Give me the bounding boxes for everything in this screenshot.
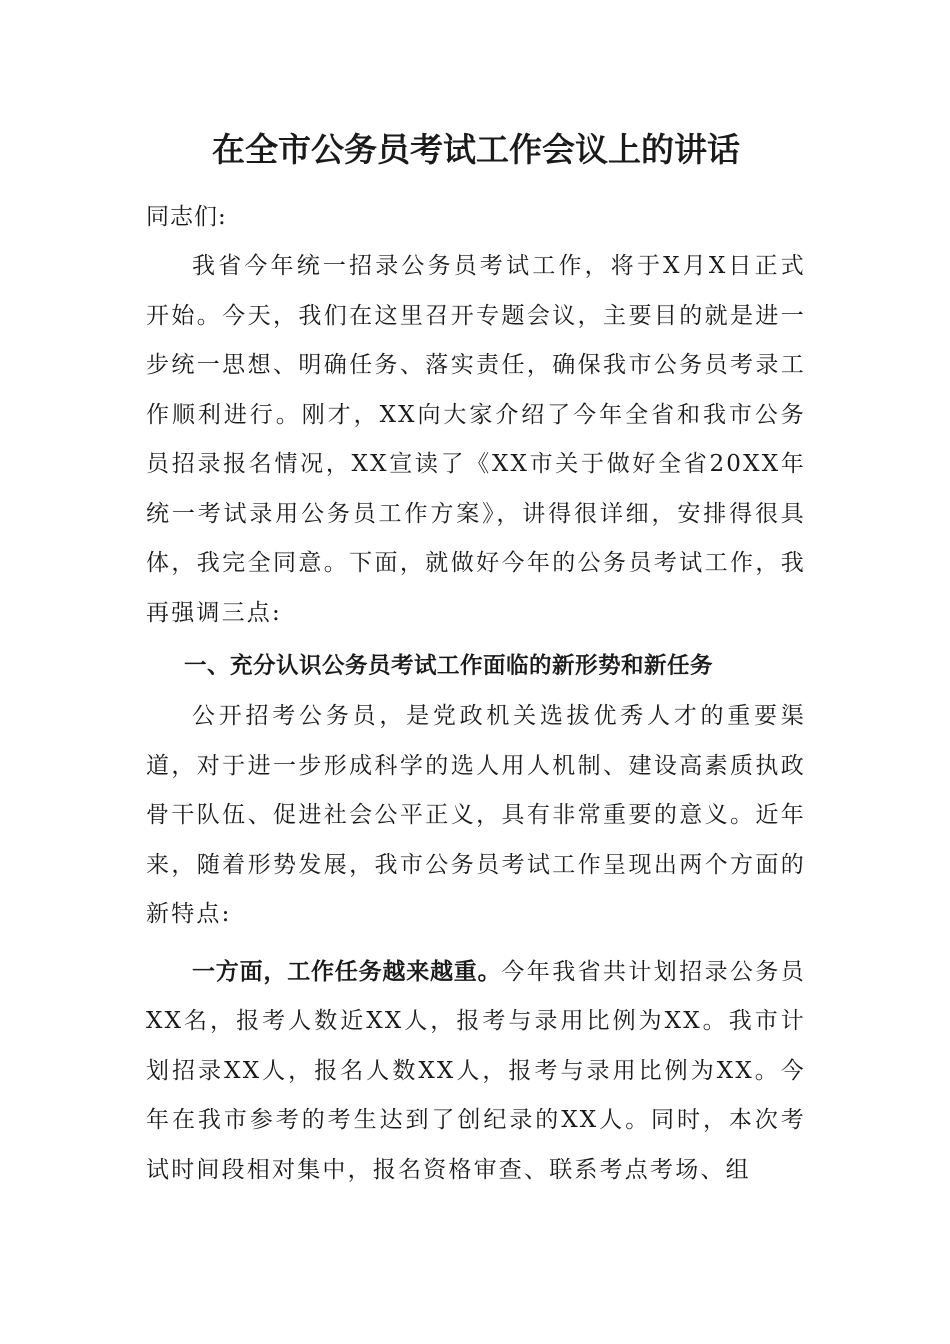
paragraph-workload — [146, 948, 806, 1196]
paragraph-intro: 我省今年统一招录公务员考试工作，将于X月X日正式开始。今天，我们在这里召开专题会议，主要目的就是进一步统一思想、明确任务、落实责任，确保我市公务员考录工作顺利进行。刚才，XX向大家介绍了今年全省和我市公务员招录报名情况，XX宣读了《XX市关于做好全省20XX年统一考试录用公务员工作方案》，讲得很详细，安排得很具体，我完全同意。下面，就做好今年的公务员考试工作，我再强调三点: — [146, 253, 806, 626]
document-page — [146, 110, 806, 1195]
salutation: 同志们: — [146, 204, 227, 230]
paragraph-significance: 公开招考公务员，是党政机关选拔优秀人才的重要渠道，对于进一步形成科学的选人用人机制、建设高素质执政骨干队伍、促进社会公平正义，具有非常重要的意义。近年来，随着形势发展，我市公务员考试工作呈现出两个方面的新特点: — [146, 703, 806, 927]
document-title: 在全市公务员考试工作会议上的讲话 — [212, 130, 740, 169]
paragraph-body: 今年我省共计划招录公务员XX名，报考人数近XX人，报考与录用比例为XX。我市计划招录XX人，报名人数XX人，报考与录用比例为XX。今年在我市参考的考生达到了创纪录的XX人。同时，本次考试时间段相对集中，报名资格审查、联系考点考场、组 — [146, 958, 806, 1183]
paragraph-lead-bold: 一方面，工作任务越来越重。 — [192, 958, 502, 985]
section-heading-1: 一、充分认识公务员考试工作面临的新形势和新任务 — [184, 653, 714, 679]
